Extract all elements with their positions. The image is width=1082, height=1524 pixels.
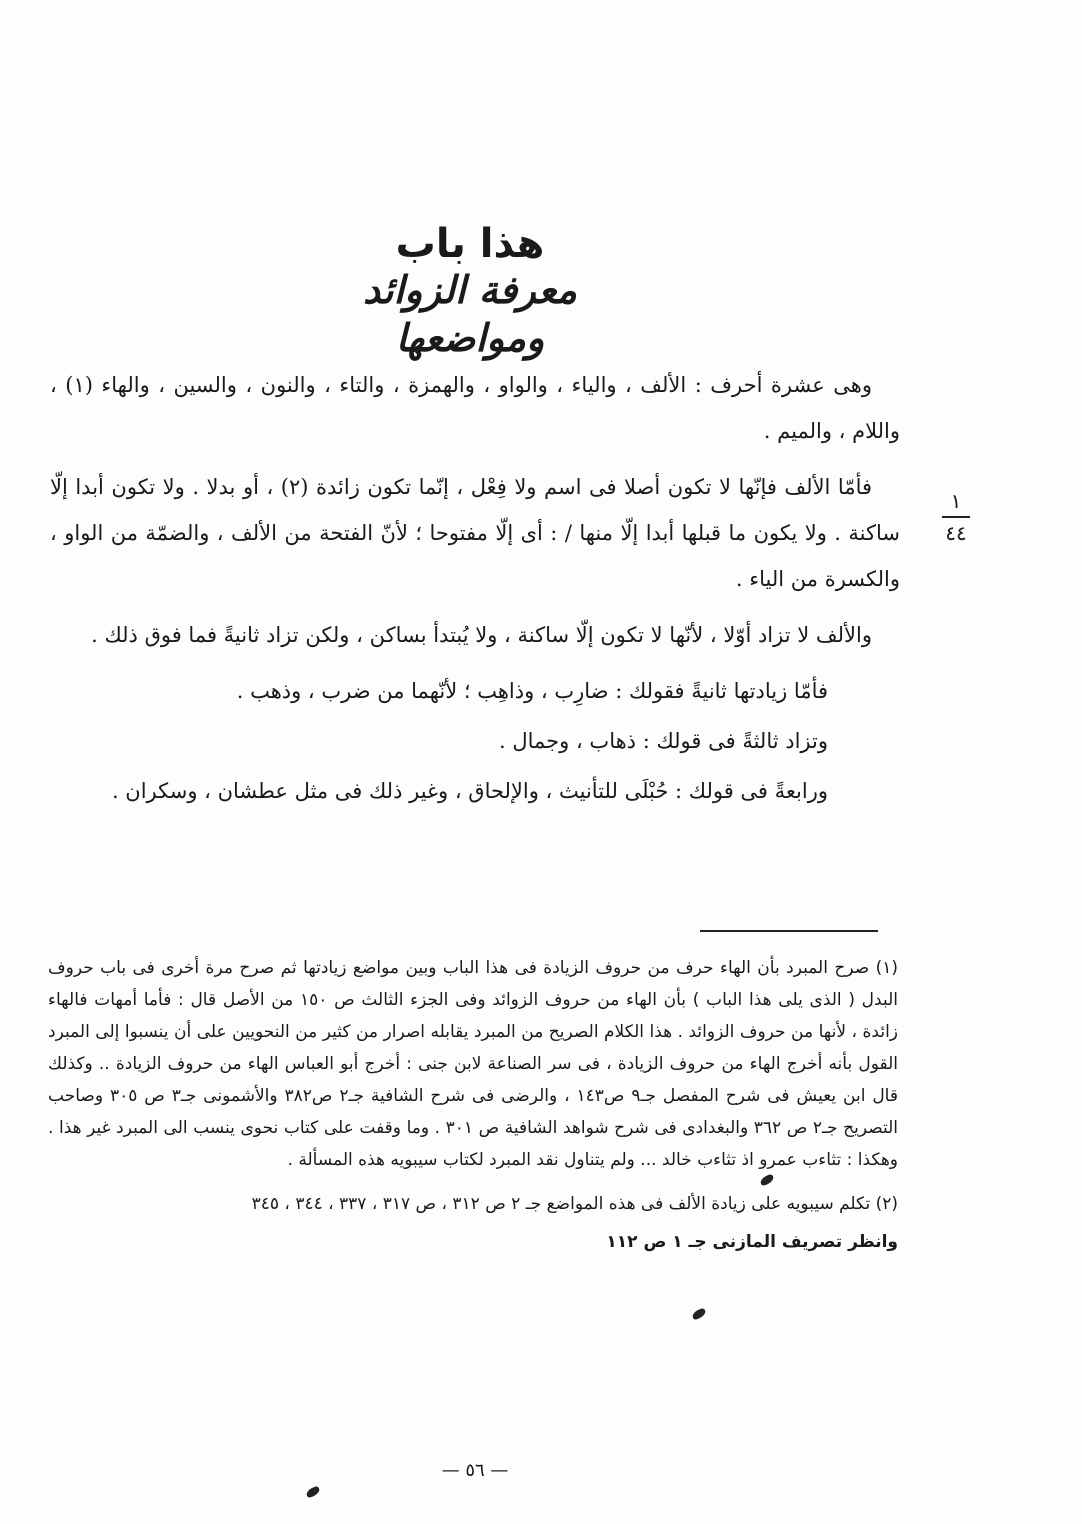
margin-ref-divider bbox=[942, 516, 970, 518]
paragraph: ورابعةً فى قولك : حُبْلَى للتأنيث ، والإلحاق ، وغير ذلك فى مثل عطشان ، وسكران . bbox=[111, 779, 828, 803]
heading-line-1: هذا باب bbox=[395, 221, 545, 267]
paragraph: وهى عشرة أحرف : الألف ، والياء ، والواو ، والهمزة ، والتاء ، والنون ، والسين ، والهاء (١) ، واللام ، والميم . bbox=[50, 373, 900, 443]
paragraph: والألف لا تزاد أوّلا ، لأنّها لا تكون إلّا ساكنة ، ولا يُبتدأ بساكن ، ولكن تزاد ثانيةً فما فوق ذلك . bbox=[91, 623, 872, 647]
paragraph: فأمّا زيادتها ثانيةً فقولك : ضارِب ، وذاهِب ؛ لأنّهما من ضرب ، وذهب . bbox=[236, 679, 828, 703]
chapter-heading bbox=[300, 222, 640, 362]
ink-mark bbox=[691, 1307, 707, 1320]
paragraph: فأمّا الألف فإنّها لا تكون أصلا فى اسم ولا فِعْل ، إنّما تكون زائدة (٢) ، أو بدلا . ولا تكون أبدا إلّا ساكنة . ولا يكون ما قبلها أبدا إلّا منها / : أى إلّا مفتوحا ؛ لأنّ الفتحة من الألف ، والضمّة من الواو ، والكسرة من الياء . bbox=[50, 475, 900, 591]
page-number: — ٥٦ — bbox=[441, 1460, 509, 1481]
footnote-1: (١) صرح المبرد بأن الهاء حرف من حروف الزيادة فى هذا الباب وبين مواضع زيادتها ثم صرح مرة أخرى فى باب حروف البدل ( الذى يلى هذا الباب ) بأن الهاء من حروف الزوائد وفى الجزء الثالث ص ١٥٠ من الأصل قال : فأما أمهات فالهاء زائدة ، لأنها من حروف الزوائد . هذا الكلام الصريح من المبرد يقابله اصرار من كثير من النحويين على أن ينسبوا إلى المبرد القول بأنه أخرج الهاء من حروف الزيادة ، فى سر الصناعة لابن جنى : أخرج أبو العباس الهاء من حروف الزيادة .. وكذلك قال ابن يعيش فى شرح المفصل جـ٩ ص١٤٣ ، والرضى فى شرح الشافية جـ٢ ص٣٨٢ والأشمونى جـ٣ ص ٣٠٥ وصاحب التصريح جـ٢ ص ٣٦٢ والبغدادى فى شرح شواهد الشافية ص ٣٠١ . وما وقفت على كتاب نحوى ينسب الى المبرد غير هذا . وهكذا : تثاءب عمرو اذ تثاءب خالد ... ولم يتناول نقد المبرد لكتاب سيبويه هذه المسألة . bbox=[48, 958, 898, 1170]
margin-ref-top: ١ bbox=[950, 489, 962, 513]
heading-line-2: معرفة الزوائد ومواضعها bbox=[363, 268, 577, 360]
footnote-separator bbox=[700, 930, 878, 932]
main-text bbox=[50, 362, 900, 818]
margin-reference bbox=[936, 488, 976, 546]
footnotes bbox=[48, 952, 898, 1264]
margin-ref-bottom: ٤٤ bbox=[945, 521, 967, 545]
ink-mark bbox=[305, 1485, 321, 1498]
footnote-2: (٢) تكلم سيبويه على زيادة الألف فى هذه المواضع جـ ٢ ص ٣١٢ ، ص ٣١٧ ، ٣٣٧ ، ٣٤٤ ، ٣٤٥ bbox=[251, 1194, 898, 1214]
paragraph: وتزاد ثالثةً فى قولك : ذهاب ، وجمال . bbox=[499, 729, 828, 753]
footnote-2-reference: وانظر تصريف المازنى جـ ١ ص ١١٢ bbox=[606, 1232, 898, 1252]
